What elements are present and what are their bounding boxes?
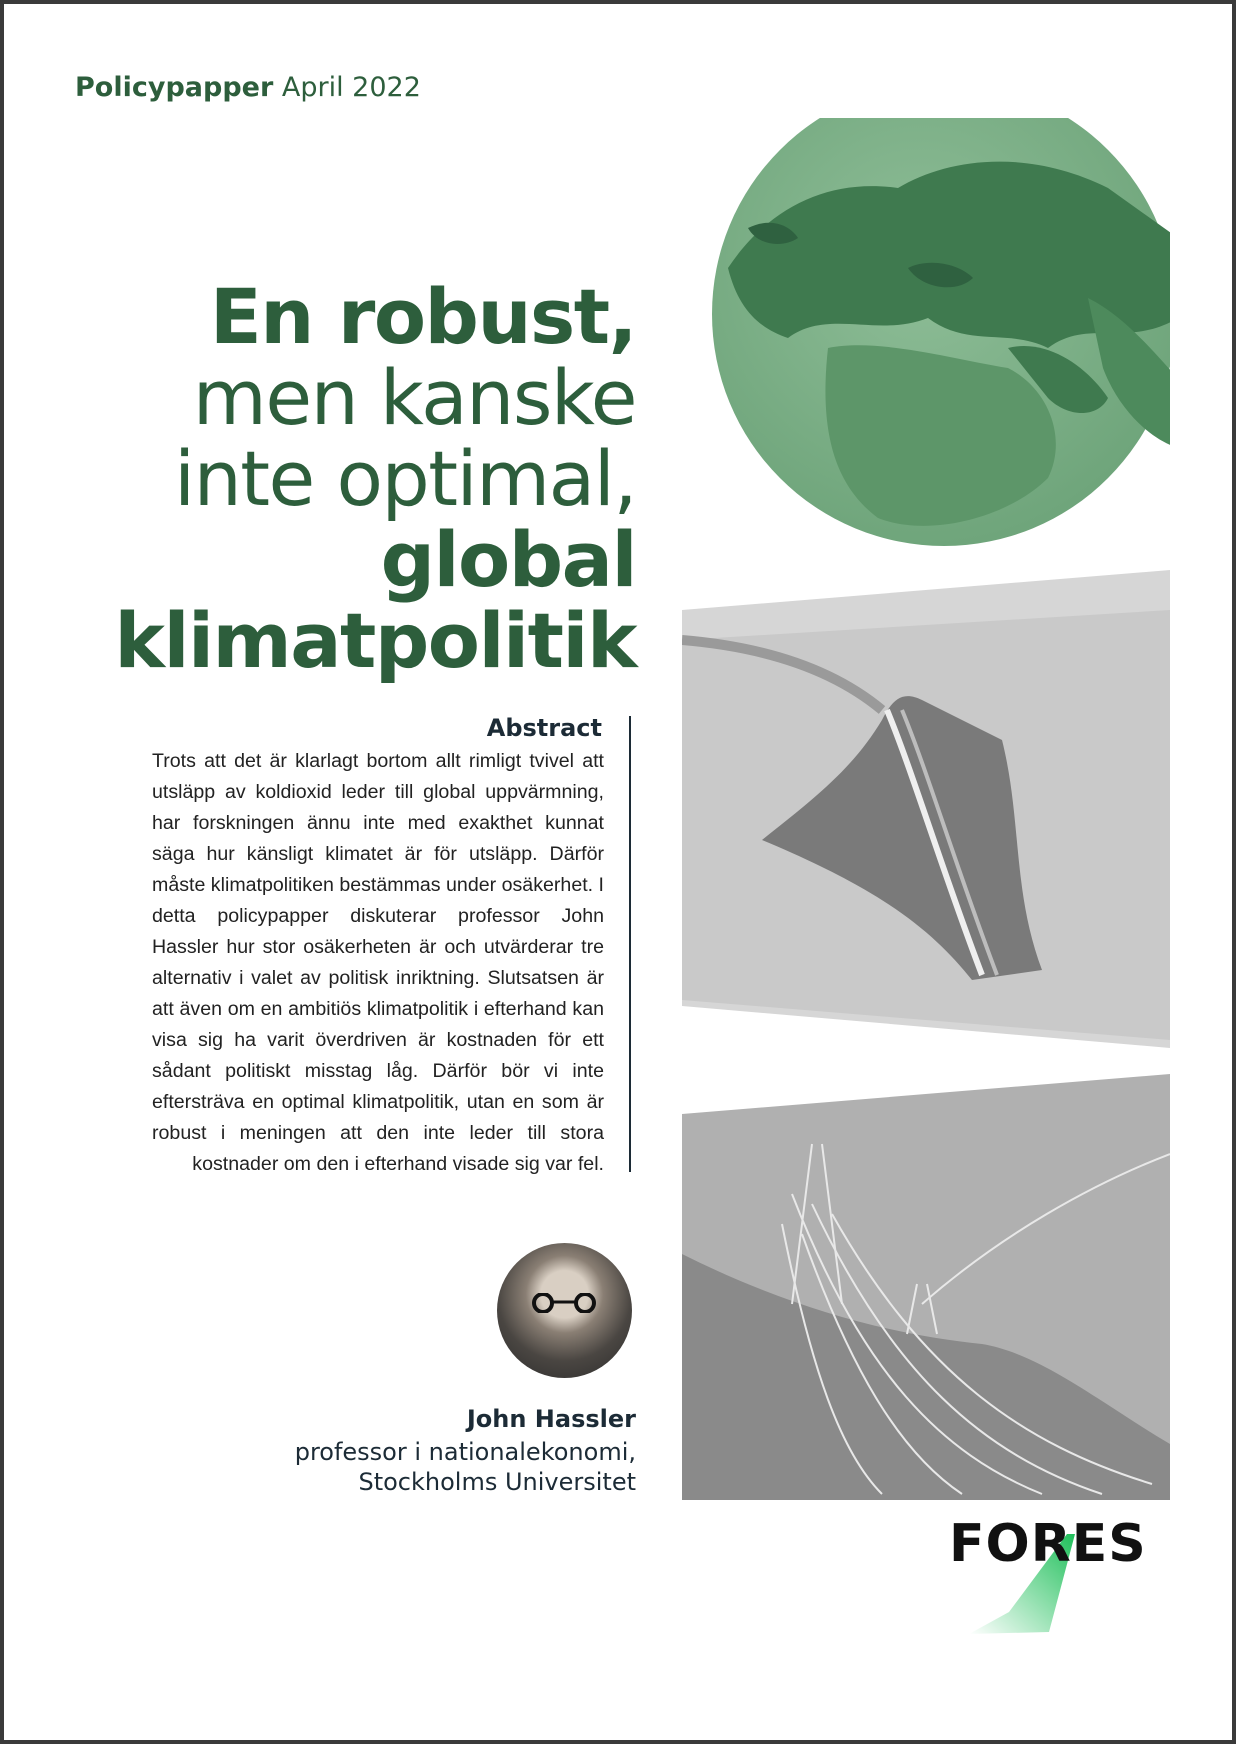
fores-logo	[949, 1514, 1149, 1644]
power-lines-photo	[682, 1074, 1170, 1500]
publication-date: April 2022	[281, 72, 421, 103]
author-university: Stockholms Universitet	[358, 1468, 636, 1496]
document-title	[114, 272, 636, 685]
title-line-3: inte optimal,	[173, 434, 636, 523]
author-title: professor i nationalekonomi,	[294, 1438, 636, 1466]
title-line-5: klimatpolitik	[114, 596, 636, 685]
author-name: John Hassler	[466, 1405, 636, 1433]
abstract-text: Trots att det är klarlagt bortom allt rimligt tvivel att utsläpp av koldioxid leder till global uppvärmning, har forskningen ännu inte med exakthet kunnat säga hur känsligt klimatet är för utsläpp. Därför måste klimatpolitiken bestämmas under osäkerhet. I detta policypapper diskuterar professor John Hassler hur stor osäkerheten är och utvärderar tre alternativ i valet av politisk inriktning. Slutsatsen är att även om en ambitiös klimatpolitik i efterhand kan visa sig ha varit överdriven är kostnaden för ett sådant politiskt misstag låg. Därför bör vi inte eftersträva en optimal klimatpolitik, utan en som är robust i meningen att den inte leder till stora kostnader om den i efterhand visade sig var fel.	[152, 750, 604, 1175]
title-line-1: En robust,	[209, 272, 636, 361]
globe-image	[708, 118, 1170, 546]
publication-label	[75, 72, 421, 103]
glasses-graphic	[523, 1293, 607, 1313]
logo-wordmark: FORES	[949, 1514, 1147, 1574]
bridge-island-photo	[682, 570, 1170, 1048]
author-affiliation	[295, 1437, 636, 1497]
abstract-heading: Abstract	[486, 714, 602, 742]
document-page	[4, 4, 1232, 1740]
author-avatar	[497, 1243, 632, 1378]
title-line-2: men kanske	[192, 353, 636, 442]
publication-type: Policypapper	[75, 72, 274, 103]
title-line-4: global	[380, 515, 636, 604]
abstract-divider	[629, 716, 631, 1172]
